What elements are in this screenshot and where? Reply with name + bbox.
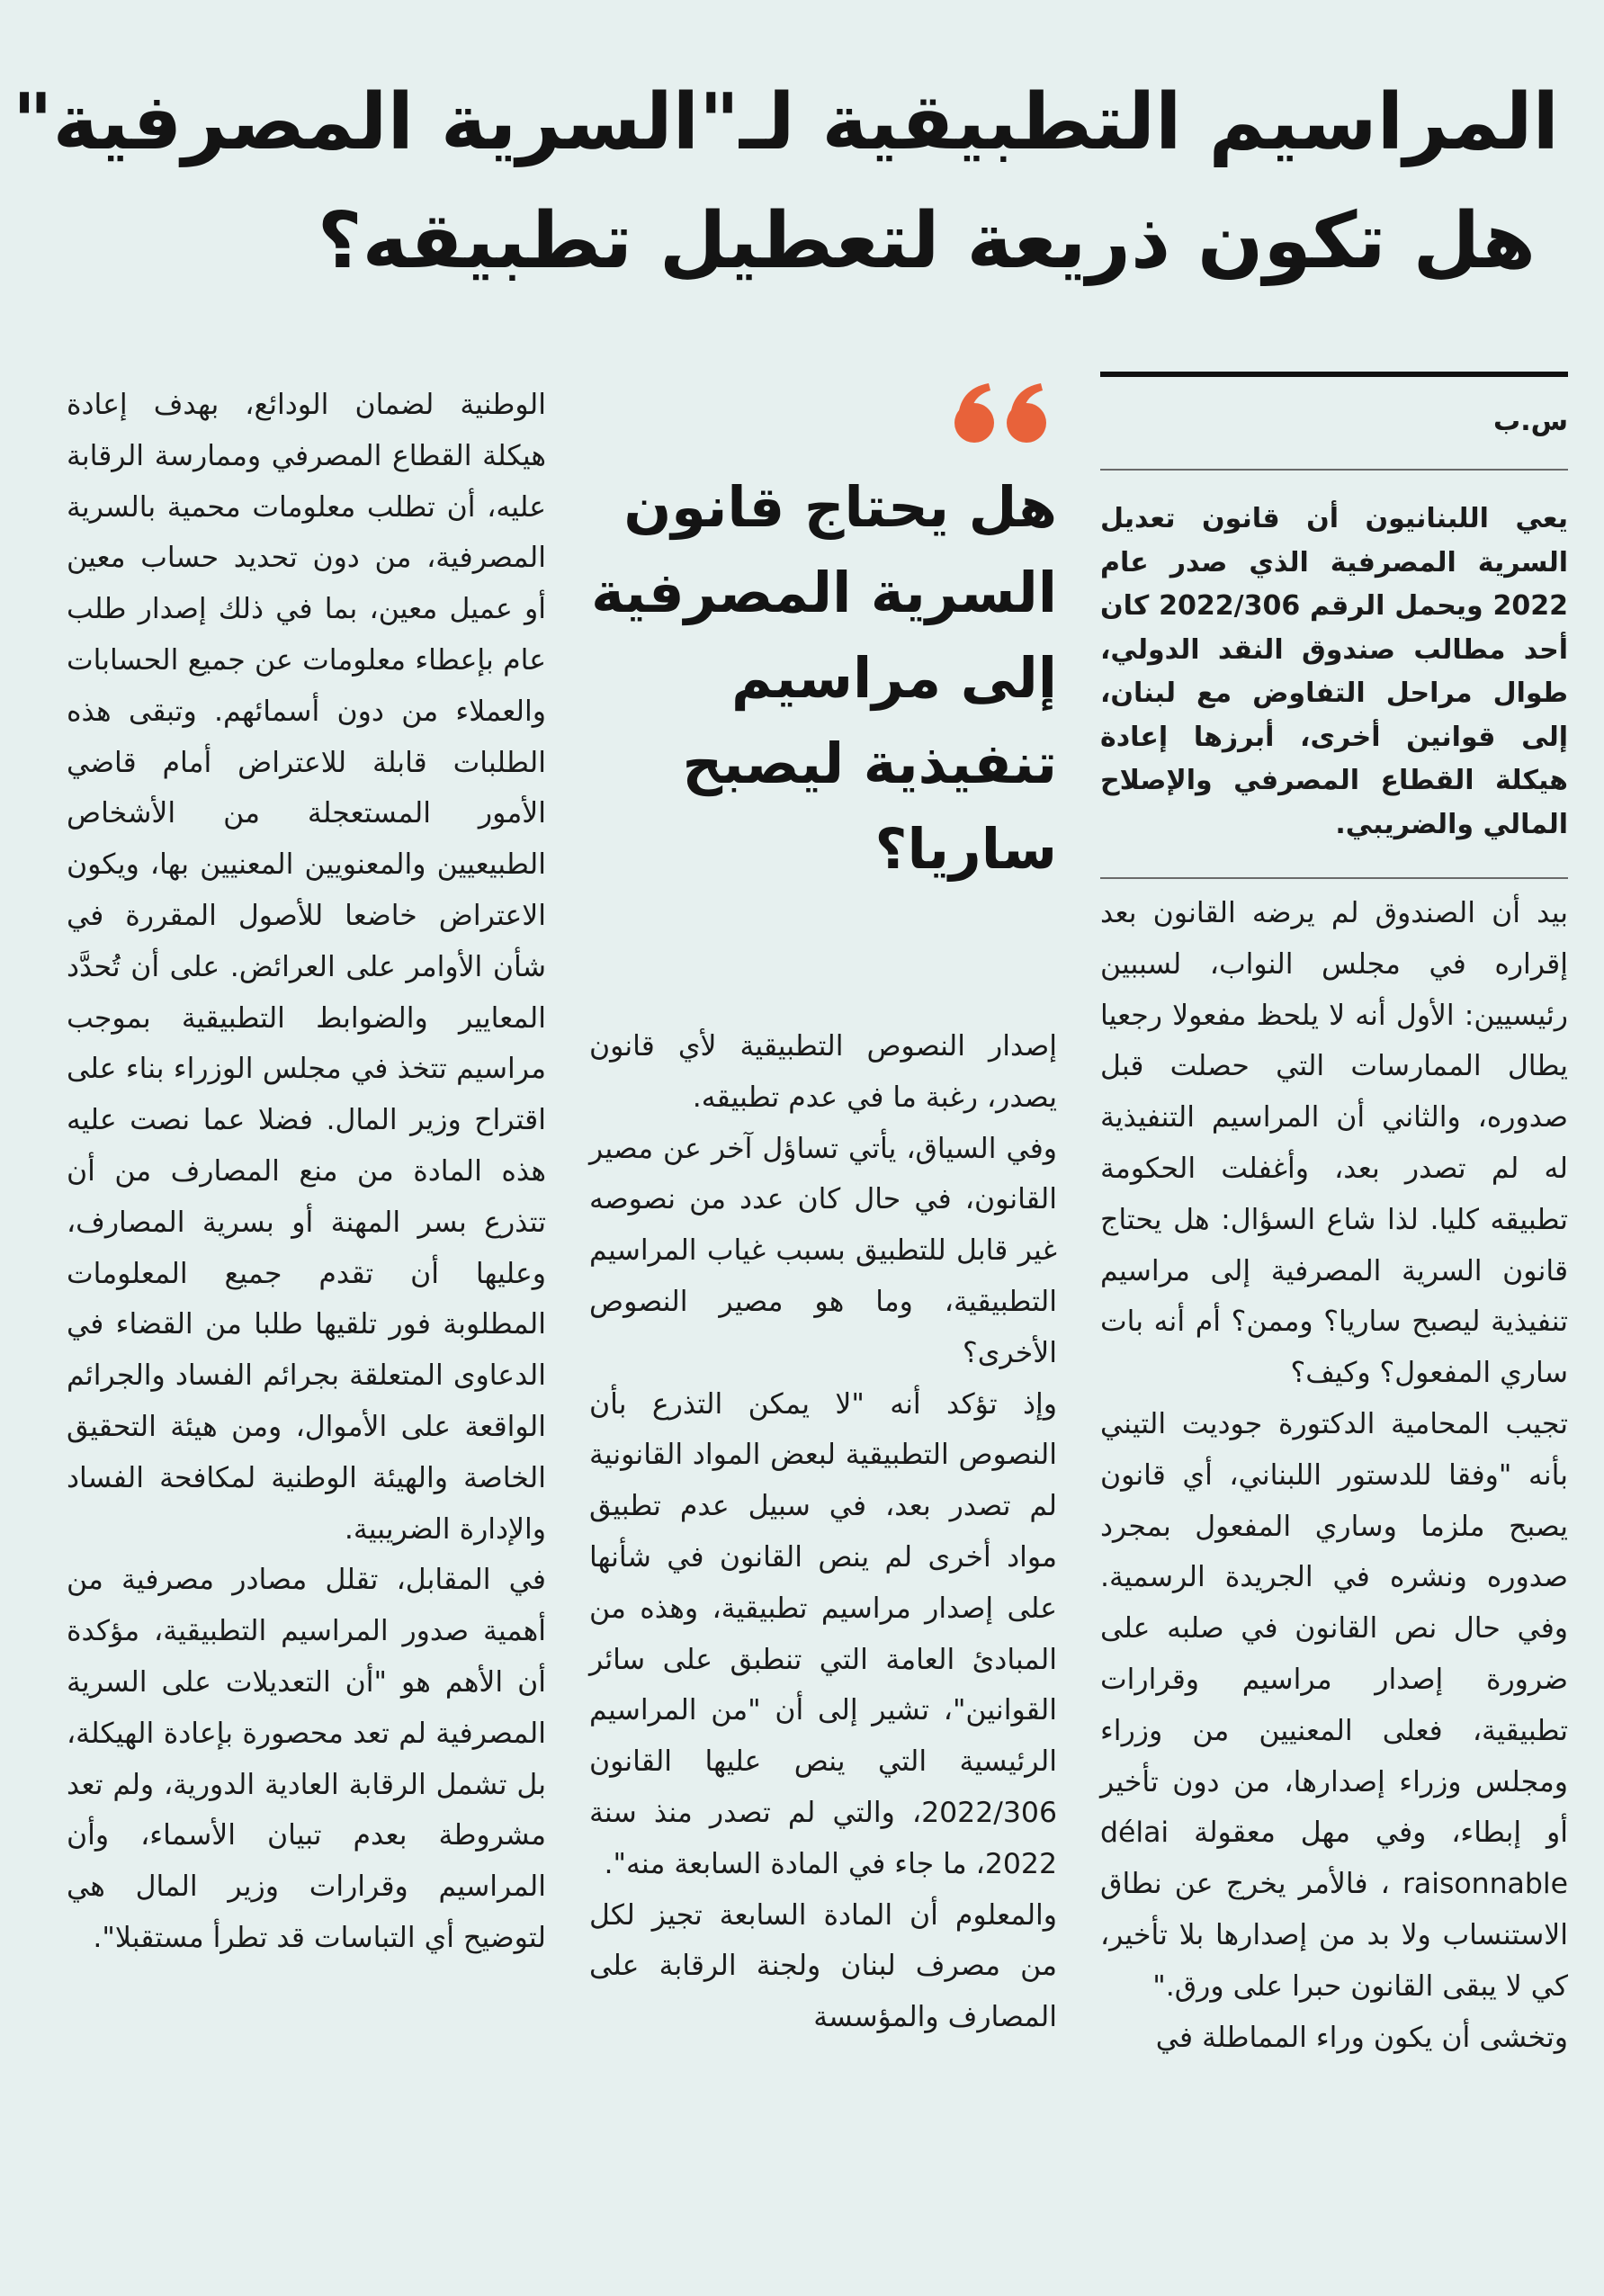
column-middle xyxy=(589,1021,1057,2043)
paragraph: إصدار النصوص التطبيقية لأي قانون يصدر، رغبة ما في عدم تطبيقه. xyxy=(589,1030,1057,1114)
column-right-body xyxy=(1100,879,1568,2063)
column-right xyxy=(1100,372,1568,2063)
paragraph: وإذ تؤكد أنه "لا يمكن التذرع بأن النصوص التطبيقية لبعض المواد القانونية لم تصدر بعد، في سبيل عدم تطبيق مواد أخرى لم ينص القانون في شأنها على إصدار مراسيم تطبيقية، وهذه من المبادئ العامة التي تنطبق على سائر القوانين"، تشير إلى أن "من المراسيم الرئيسية التي ينص عليها القانون 2022/306، والتي لم تصدر منذ سنة 2022، ما جاء في المادة السابعة منه". xyxy=(589,1387,1057,1880)
paragraph: وفي السياق، يأتي تساؤل آخر عن مصير القانون، في حال كان عدد من نصوصه غير قابل للتطبيق بسبب غياب المراسيم التطبيقية، وما هو مصير النصوص الأخرى؟ xyxy=(589,1132,1057,1369)
paragraph: تجيب المحامية الدكتورة جوديت التيني بأنه "وفقا للدستور اللبناني، أي قانون يصبح ملزما وساري المفعول بمجرد صدوره ونشره في الجريدة الرسمية. وفي حال نص القانون في صلبه على ضرورة إصدار مراسيم وقرارات تطبيقية، فعلى المعنيين من وزراء ومجلس وزراء إصدارها، من دون تأخير أو إبطاء، وفي مهل معقولة délai raisonnable ، فالأمر يخرج عن نطاق الاستنساب ولا بد من إصدارها بلا تأخير، كي لا يبقى القانون حبرا على ورق." xyxy=(1100,1407,1568,2003)
paragraph: في المقابل، تقلل مصادر مصرفية من أهمية صدور المراسيم التطبيقية، مؤكدة أن الأهم هو "أن التعديلات على السرية المصرفية لم تعد محصورة بإعادة الهيكلة، بل تشمل الرقابة العادية الدورية، ولم تعد مشروطة بعدم تبيان الأسماء، وأن المراسيم وقرارات وزير المال هي لتوضيح أي التباسات قد تطرأ مستقبلا". xyxy=(67,1564,546,1954)
paragraph: والمعلوم أن المادة السابعة تجيز لكل من مصرف لبنان ولجنة الرقابة على المصارف والمؤسسة xyxy=(589,1898,1057,2034)
column-left xyxy=(67,380,546,1964)
top-rule xyxy=(1100,372,1568,377)
headline-line-2: هل تكون ذريعة لتعطيل تطبيقه؟ xyxy=(317,196,1536,286)
pull-quote: هل يحتاج قانون السرية المصرفية إلى مراسيم تنفيذية ليصبح ساريا؟ xyxy=(591,474,1057,882)
byline: س.ب xyxy=(1493,406,1568,437)
paragraph: بيد أن الصندوق لم يرضه القانون بعد إقراره في مجلس النواب، لسببين رئيسيين: الأول أنه لا يلحظ مفعولا رجعيا يطال الممارسات التي حصلت قبل صدوره، والثاني أن المراسيم التنفيذية له لم تصدر بعد، وأغفلت الحكومة تطبيقه كليا. لذا شاع السؤال: هل يحتاج قانون السرية المصرفية إلى مراسيم تنفيذية ليصبح ساريا؟ وممن؟ أم أنه بات ساري المفعول؟ وكيف؟ xyxy=(1100,897,1568,1390)
lede: يعي اللبنانيون أن قانون تعديل السرية المصرفية الذي صدر عام 2022 ويحمل الرقم 2022/306 كان أحد مطالب صندوق النقد الدولي، طوال مراحل التفاوض مع لبنان، إلى قوانين أخرى، أبرزها إعادة هيكلة القطاع المصرفي والإصلاح المالي والضريبي. xyxy=(1100,503,1568,840)
paragraph: الوطنية لضمان الودائع، بهدف إعادة هيكلة القطاع المصرفي وممارسة الرقابة عليه، أن تطلب معلومات محمية بالسرية المصرفية، من دون تحديد حساب معين أو عميل معين، بما في ذلك إصدار طلب عام بإعطاء معلومات عن جميع الحسابات والعملاء من دون أسمائهم. وتبقى هذه الطلبات قابلة للاعتراض أمام قاضي الأمور المستعجلة من الأشخاص الطبيعيين والمعنويين المعنيين بها، ويكون الاعتراض خاضعا للأصول المقررة في شأن الأوامر على العرائض. على أن تُحدَّد المعايير والضوابط التطبيقية بموجب مراسيم تتخذ في مجلس الوزراء بناء على اقتراح وزير المال. فضلا عما نصت عليه هذه المادة من منع المصارف من أن تتذرع بسر المهنة أو بسرية المصارف، وعليها أن تقدم جميع المعلومات المطلوبة فور تلقيها طلبا من القضاء في الدعاوى المتعلقة بجرائم الفساد والجرائم الواقعة على الأموال، ومن هيئة التحقيق الخاصة والهيئة الوطنية لمكافحة الفساد والإدارة الضريبية. xyxy=(67,389,546,1546)
headline-line-1: المراسيم التطبيقية لـ"السرية المصرفية" xyxy=(12,77,1559,167)
paragraph: وتخشى أن يكون وراء المماطلة في xyxy=(1155,2021,1568,2054)
quote-icon xyxy=(949,381,1057,446)
headline xyxy=(12,63,1559,300)
